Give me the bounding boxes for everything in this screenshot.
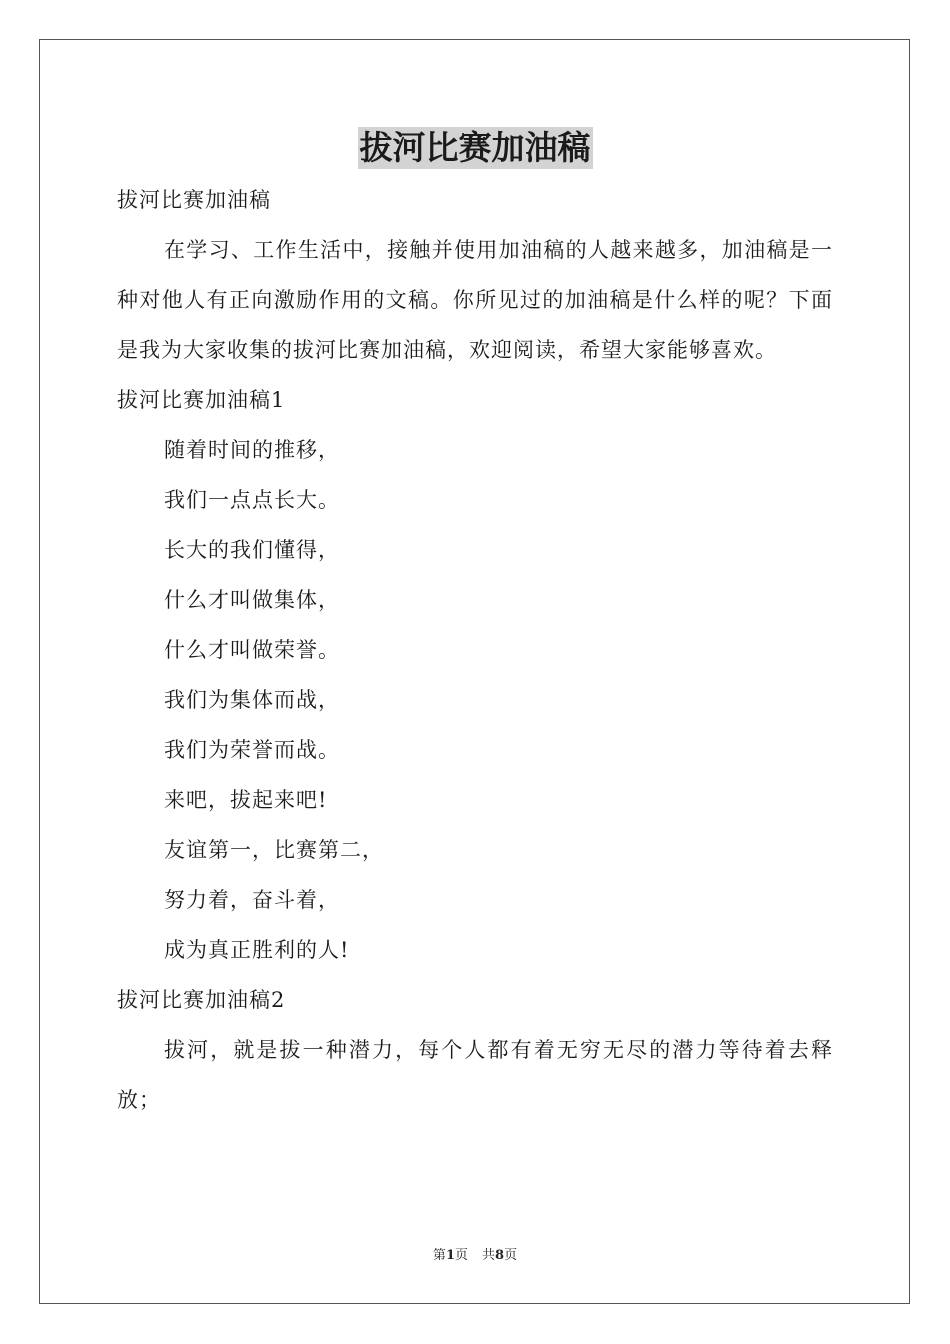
page-number: 1 (445, 1248, 455, 1263)
paragraph: 在学习、工作生活中，接触并使用加油稿的人越来越多，加油稿是一种对他人有正向激励作用的文稿。你所见过的加油稿是什么样的呢？下面是我为大家收集的拔河比赛加油稿，欢迎阅读，希望大家能够喜欢。 (117, 238, 833, 362)
paragraph: 努力着，奋斗着， (164, 888, 340, 912)
paragraph: 拔河，就是拔一种潜力，每个人都有着无穷无尽的潜力等待着去释放； (117, 1038, 833, 1112)
paragraph: 成为真正胜利的人! (164, 938, 350, 962)
paragraph: 我们为集体而战， (164, 688, 340, 712)
total-pages: 8 (495, 1248, 505, 1263)
page-label-suffix: 页 (454, 1248, 468, 1263)
paragraph: 拔河比赛加油稿1 (117, 388, 286, 412)
document-body (117, 175, 833, 1125)
paragraph: 拔河比赛加油稿 (117, 188, 271, 212)
page-footer (0, 1247, 950, 1265)
paragraph: 什么才叫做集体， (164, 588, 340, 612)
total-label-suffix: 页 (504, 1248, 518, 1263)
title-container (0, 127, 950, 169)
paragraph: 我们为荣誉而战。 (164, 738, 340, 762)
paragraph: 随着时间的推移， (164, 438, 340, 462)
document-title: 拔河比赛加油稿 (359, 128, 591, 167)
paragraph: 长大的我们懂得， (164, 538, 340, 562)
page-label-prefix: 第 (432, 1248, 446, 1263)
paragraph: 拔河比赛加油稿2 (117, 988, 286, 1012)
total-label-prefix: 共 (482, 1248, 496, 1263)
paragraph: 友谊第一，比赛第二， (164, 838, 384, 862)
paragraph: 什么才叫做荣誉。 (164, 638, 340, 662)
paragraph: 我们一点点长大。 (164, 488, 340, 512)
paragraph: 来吧，拔起来吧! (164, 788, 328, 812)
